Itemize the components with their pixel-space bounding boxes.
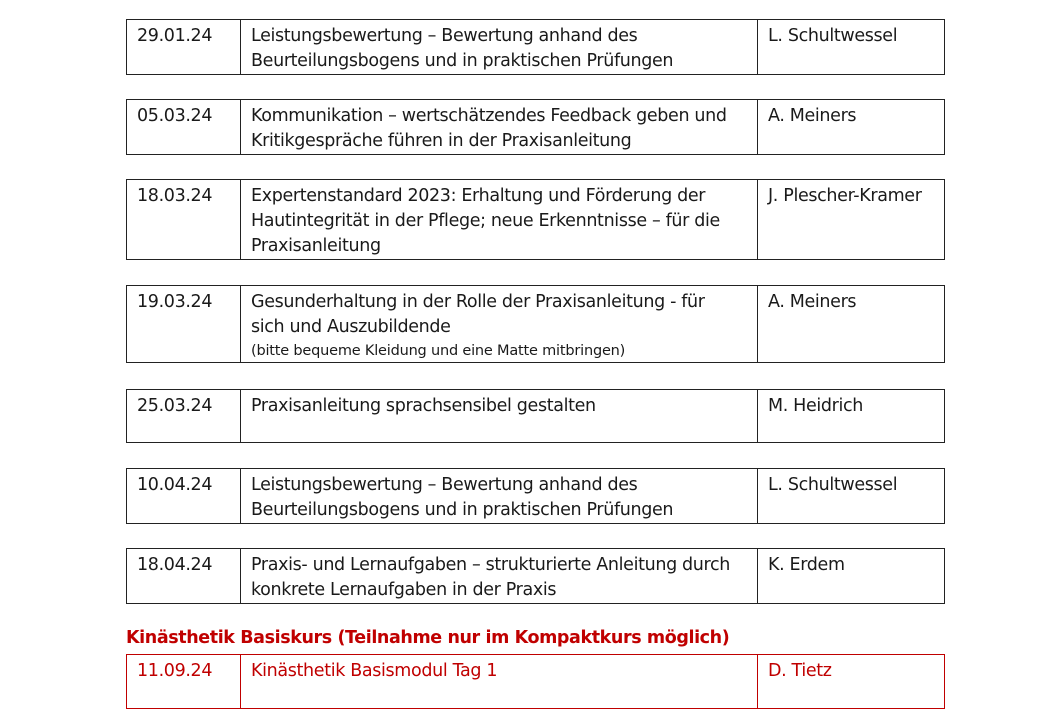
course-title	[241, 286, 758, 363]
course-date: 18.04.24	[127, 549, 241, 604]
table-row	[127, 655, 945, 709]
course-date: 25.03.24	[127, 390, 241, 443]
course-date: 05.03.24	[127, 100, 241, 155]
course-title-line: Beurteilungsbogens und in praktischen Prüfungen	[251, 51, 674, 71]
course-title-line: Expertenstandard 2023: Erhaltung und Förderung der	[251, 186, 706, 206]
course-title-line: Kinästhetik Basismodul Tag 1	[251, 661, 498, 681]
course-table-4	[126, 285, 945, 363]
course-table-5	[126, 389, 945, 443]
table-row	[127, 286, 945, 363]
table-row	[127, 390, 945, 443]
course-title-line: konkrete Lernaufgaben in der Praxis	[251, 580, 557, 600]
course-title-line: Praxis- und Lernaufgaben – strukturierte Anleitung durch	[251, 555, 731, 575]
course-date: 29.01.24	[127, 20, 241, 75]
course-trainer: L. Schultwessel	[758, 20, 945, 75]
course-date: 11.09.24	[127, 655, 241, 709]
course-table-kinaesthetik	[126, 654, 945, 709]
section-heading-kinaesthetik: Kinästhetik Basiskurs (Teilnahme nur im Kompaktkurs möglich)	[126, 628, 730, 648]
course-title-line: Praxisanleitung	[251, 236, 381, 256]
course-table-1	[126, 19, 945, 75]
course-trainer: J. Plescher-Kramer	[758, 180, 945, 260]
course-title	[241, 20, 758, 75]
course-table-6	[126, 468, 945, 524]
table-row	[127, 549, 945, 604]
course-trainer: D. Tietz	[758, 655, 945, 709]
table-row	[127, 100, 945, 155]
course-title-line: Hautintegrität in der Pflege; neue Erkenntnisse – für die	[251, 211, 720, 231]
course-title-line: Leistungsbewertung – Bewertung anhand des	[251, 475, 638, 495]
course-table-3	[126, 179, 945, 260]
course-title-line: Beurteilungsbogens und in praktischen Prüfungen	[251, 500, 674, 520]
table-row	[127, 180, 945, 260]
table-row	[127, 20, 945, 75]
course-title	[241, 390, 758, 443]
course-trainer: A. Meiners	[758, 100, 945, 155]
course-note: (bitte bequeme Kleidung und eine Matte mitbringen)	[251, 343, 626, 359]
course-trainer: L. Schultwessel	[758, 469, 945, 524]
course-trainer: M. Heidrich	[758, 390, 945, 443]
course-title	[241, 100, 758, 155]
course-title-line: Gesunderhaltung in der Rolle der Praxisanleitung - für	[251, 292, 705, 312]
course-date: 10.04.24	[127, 469, 241, 524]
course-title	[241, 180, 758, 260]
course-table-2	[126, 99, 945, 155]
course-title-line: Kommunikation – wertschätzendes Feedback geben und	[251, 106, 727, 126]
course-trainer: A. Meiners	[758, 286, 945, 363]
course-title-line: Praxisanleitung sprachsensibel gestalten	[251, 396, 596, 416]
course-title-line: sich und Auszubildende	[251, 317, 451, 337]
course-date: 18.03.24	[127, 180, 241, 260]
course-title	[241, 469, 758, 524]
course-title-line: Kritikgespräche führen in der Praxisanleitung	[251, 131, 632, 151]
course-title	[241, 549, 758, 604]
table-row	[127, 469, 945, 524]
course-title	[241, 655, 758, 709]
course-title-line: Leistungsbewertung – Bewertung anhand des	[251, 26, 638, 46]
course-date: 19.03.24	[127, 286, 241, 363]
course-trainer: K. Erdem	[758, 549, 945, 604]
course-table-7	[126, 548, 945, 604]
